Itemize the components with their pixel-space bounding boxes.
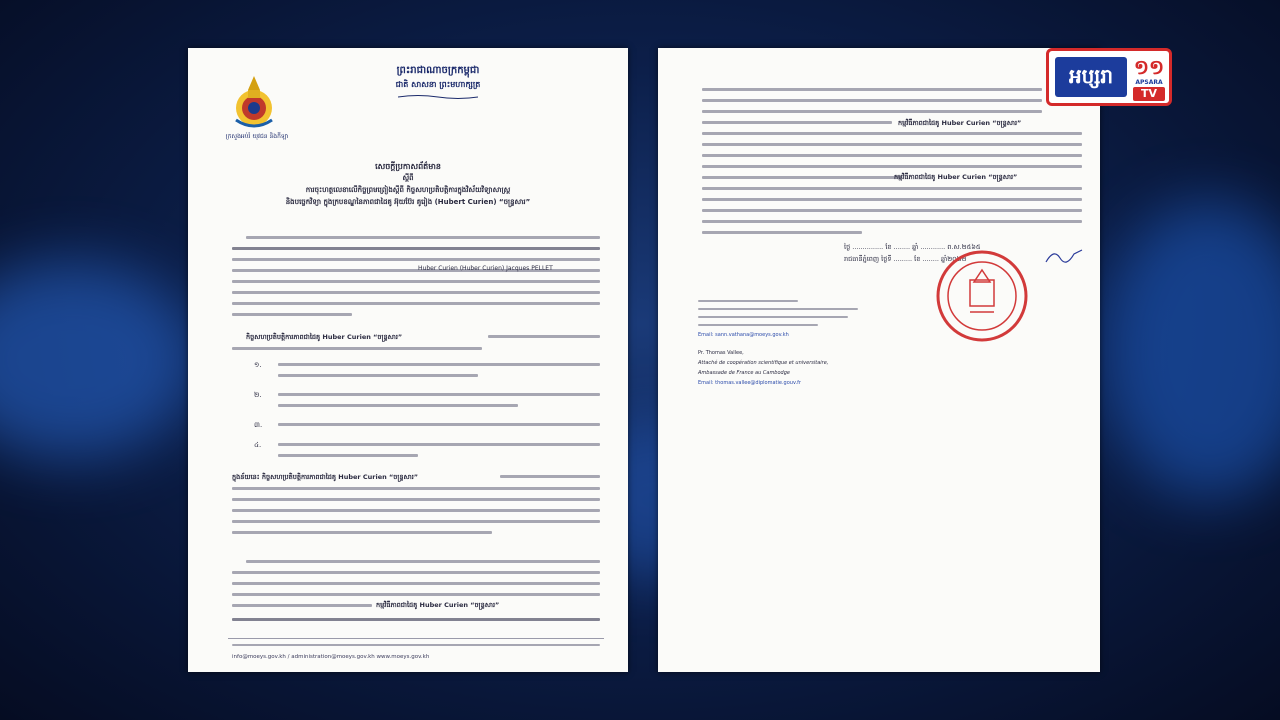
contact-2-email: Email: thomas.vallee@diplomatie.gouv.fr [698, 380, 801, 386]
doc-subject: ស្ដីពី [402, 174, 414, 182]
list-item-number: ៤. [254, 441, 262, 449]
list-item-number: ៣. [254, 421, 263, 429]
date-line-2: រាជធានីភ្នំពេញ ថ្ងៃទី ......... ខែ ........ ឆ្នាំ២០២២ [844, 255, 967, 263]
list-item-number: ២. [254, 391, 262, 399]
logo-main-text: អប្សរា [1068, 64, 1114, 88]
section-2-title: កិច្ចសហប្រតិបត្តិការភាពជាដៃគូ Huber Curien “ចន្ទ្រសារ” [246, 333, 403, 341]
section-3-title: ក្នុងន័យនេះ កិច្ចសហប្រតិបត្តិការភាពជាដៃគូ Huber Curien “ចន្ទ្រសារ” [232, 473, 419, 481]
signature-icon [1044, 246, 1084, 266]
divider-ornament-icon [398, 94, 478, 100]
contact-2-name: Pr. Thomas Vallee, [698, 350, 744, 356]
document-page-1 [188, 48, 628, 672]
logo-main-box [1055, 57, 1127, 97]
partner-name-2: កម្មវិធីភាពជាដៃគូ Huber Curien “ចន្ទ្រសារ” [894, 173, 1018, 181]
ministry-emblem-icon [232, 74, 276, 130]
logo-tv-badge: TV [1133, 87, 1165, 101]
background-glow [1100, 200, 1280, 500]
header-kingdom: ព្រះរាជាណាចក្រកម្ពុជា [396, 65, 480, 76]
apsara-tv-logo [1046, 48, 1172, 106]
background-glow [0, 260, 200, 460]
logo-sub-text: APSARA [1135, 79, 1163, 86]
doc-heading-line-1: ការចុះហត្ថលេខាលើកិច្ចព្រមព្រៀងស្ដីពី កិច្ចសហប្រតិបត្តិការក្នុងវិស័យវិទ្យាសាស្ត្រ [305, 186, 511, 194]
doc-heading-line-2: និងបច្ចេកវិទ្យា ក្នុងក្របខណ្ឌនៃភាពជាដៃគូ អ៊ុយប៊ែរ គូរៀង (Hubert Curien) “ចន្ទ្រសារ” [285, 198, 531, 206]
date-line: ថ្ងៃ ............... ខែ ........ ឆ្នាំ ............ ព.ស.២៥៦៥ [844, 243, 981, 251]
footer-contacts: info@moeys.gov.kh / administration@moeys.gov.kh www.moeys.gov.kh [232, 654, 430, 660]
section-4-title: កម្មវិធីភាពជាដៃគូ Huber Curien “ចន្ទ្រសារ” [376, 601, 500, 609]
list-item-number: ១. [254, 361, 262, 369]
logo-channel-number: ១១ [1133, 55, 1165, 79]
header-motto: ជាតិ សាសនា ព្រះមហាក្សត្រ [395, 80, 481, 89]
partner-name: កម្មវិធីភាពជាដៃគូ Huber Curien “ចន្ទ្រសារ” [898, 119, 1022, 127]
doc-title: សេចក្ដីប្រកាសព័ត៌មាន [375, 162, 441, 171]
official-seal-icon [934, 248, 1030, 344]
contact-2-org: Ambassade de France au Cambodge [698, 370, 790, 376]
ministry-name: ក្រសួងអប់រំ យុវជន និងកីឡា [225, 133, 289, 140]
paragraph-1-names: Huber Curien (Huber Curien) Jacques PELLET [418, 265, 553, 272]
contact-2-role: Attaché de coopération scientifique et universitaire, [698, 360, 829, 366]
document-page-2 [658, 48, 1100, 672]
contact-1-email: Email: sann.vathana@moeys.gov.kh [698, 332, 789, 338]
